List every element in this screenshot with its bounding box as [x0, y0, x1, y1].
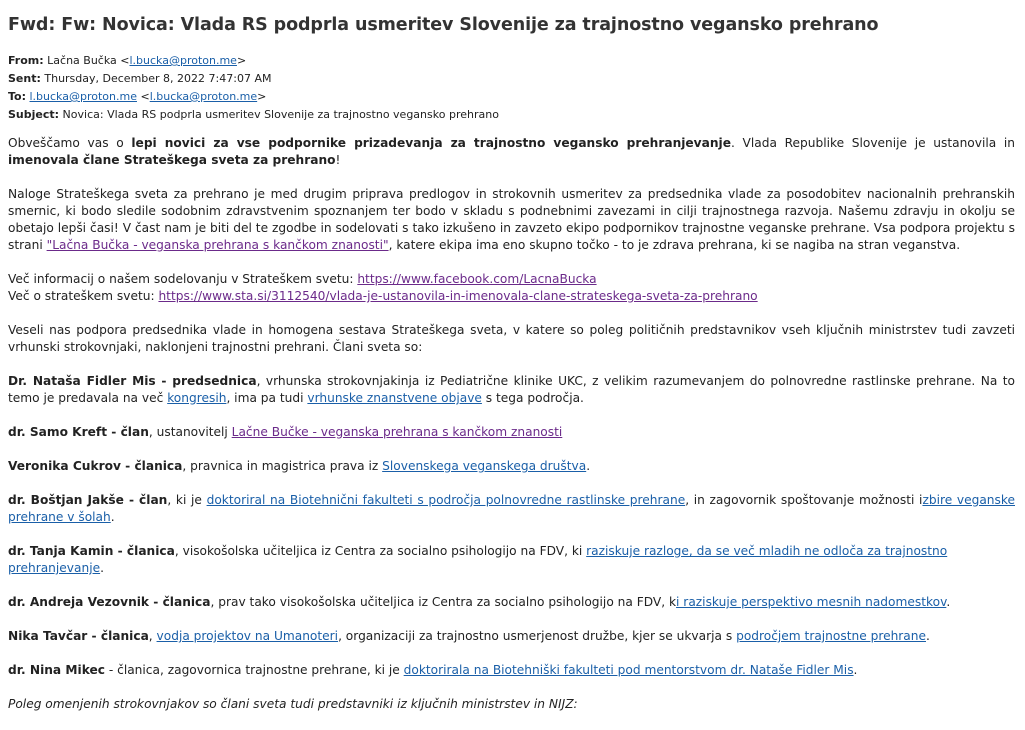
text: , ima pa tudi [226, 391, 308, 405]
publications-link[interactable]: vrhunske znanstvene objave [307, 391, 482, 405]
email-subject-title: Fwd: Fw: Novica: Vlada RS podprla usmeritev Slovenije za trajnostno vegansko prehrano [8, 15, 879, 35]
text: Obveščamo vas o [8, 136, 132, 150]
bold-text: imenovala člane Strateškega sveta za prehrano [8, 153, 336, 167]
member-8 [8, 662, 1015, 679]
doctorate-link[interactable]: doktoriral na Biotehnični fakulteti s področja polnovredne rastlinske prehrane [206, 493, 686, 507]
member-name: dr. Samo Kreft - član [8, 425, 149, 439]
paragraph-support: Veseli nas podpora predsednika vlade in homogena sestava Strateškega sveta, v katere so poleg političnih predstavnikov vseh ključnih ministrstev tudi zavzeti vrhunski strokovnjaki, naklonjeni trajnostni prehrani. Člani sveta so: [8, 323, 1015, 354]
member-name: dr. Andreja Vezovnik - članica [8, 595, 211, 609]
member-name: Dr. Nataša Fidler Mis - predsednica [8, 374, 257, 388]
text: Več o strateškem svetu: [8, 289, 159, 303]
from-row [8, 52, 1015, 70]
subject-value: Novica: Vlada RS podprla usmeritev Slovenije za trajnostno vegansko prehrano [62, 108, 499, 121]
text: , ustanovitelj [148, 425, 232, 439]
text: . [926, 629, 930, 643]
doctorate-mentorship-link[interactable]: doktorirala na Biotehniški fakulteti pod mentorstvom dr. Nataše Fidler Mis [403, 663, 854, 677]
text: . [100, 561, 104, 575]
member-5 [8, 543, 1015, 577]
sent-label: Sent: [8, 72, 41, 85]
email-headers [8, 52, 1015, 124]
vegan-society-link[interactable]: Slovenskega veganskega društva [382, 459, 587, 473]
member-name: dr. Boštjan Jakše - član [8, 493, 168, 507]
member-4 [8, 492, 1015, 526]
email-reading-pane [0, 14, 1025, 713]
sustainable-food-link[interactable]: področjem trajnostne prehrane [736, 629, 926, 643]
text: . [946, 595, 951, 609]
bold-text: lepi novici za vse podpornike prizadevanja za trajnostno vegansko prehranjevanje [131, 136, 731, 150]
text: , prav tako visokošolska učiteljica iz Centra za socialno psihologijo na FDV, k [210, 595, 677, 609]
text: , katere ekipa ima eno skupno točko - to je zdrava prehrana, ki se nagiba na stran veganstva. [388, 238, 961, 252]
to-row [8, 88, 1015, 106]
text: , visokošolska učiteljica iz Centra za socialno psihologijo na FDV, ki [174, 544, 587, 558]
paragraph-intro [8, 135, 1015, 169]
from-label: From: [8, 54, 44, 67]
text: . [853, 663, 858, 677]
sta-link[interactable]: https://www.sta.si/3112540/vlada-je-ustanovila-in-imenovala-clane-strateskega-sveta-za-prehrano [158, 289, 758, 303]
from-email-link[interactable]: l.bucka@proton.me [129, 54, 237, 67]
lacna-bucka-link-2[interactable]: Lačne Bučke - veganska prehrana s kančkom znanosti [231, 425, 563, 439]
text: , [148, 629, 157, 643]
sent-row [8, 70, 1015, 88]
to-email-link-2[interactable]: l.bucka@proton.me [149, 90, 258, 103]
text: Več informacij o našem sodelovanju v Strateškem svetu: [8, 272, 358, 286]
paragraph-tasks [8, 186, 1015, 254]
member-name: Nika Tavčar - članica [8, 629, 149, 643]
text: , organizaciji za trajnostno usmerjenost družbe, kjer se ukvarja s [338, 629, 737, 643]
paragraph-ministries: Poleg omenjenih strokovnjakov so člani sveta tudi predstavniki iz ključnih ministrstev in NIJZ: [8, 697, 578, 711]
to-email-link[interactable]: l.bucka@proton.me [29, 90, 137, 103]
text: Naloge Strateškega sveta za prehrano je med drugim priprava predlogov in strokovnih usmeritev za predsednika vlade za posodobitev nacionalnih prehranskih smernic, ki bodo sledile sodobnim zdravstvenim spoznanjem ter bodo v skladu s podnebnimi zavezami in cilji trajnostnega razvoja. Našemu zdravju in okolju se obetajo lepši časi! V čast nam je biti del te zgodbe in sodelovati s tako izkušeno in zavzeto ekipo podpornikov trajnostne veganske prehrane. Vsa podpora projektu s strani [8, 187, 1015, 252]
subject-row [8, 106, 1015, 124]
paragraph-more-info [8, 271, 1015, 305]
from-name: Lačna Bučka < [47, 54, 130, 67]
research-reasons-link[interactable]: raziskuje razloge, da se več mladih ne odloča za trajnostno prehranjevanje [8, 544, 948, 575]
to-label: To: [8, 90, 26, 103]
text: - članica, zagovornica trajnostne prehrane, ki je [104, 663, 404, 677]
member-name: dr. Tanja Kamin - članica [8, 544, 175, 558]
member-3 [8, 458, 1015, 475]
from-end: > [236, 54, 247, 67]
to-end: > [257, 90, 267, 103]
text: ! [335, 153, 341, 167]
subject-label: Subject: [8, 108, 60, 121]
sent-value: Thursday, December 8, 2022 7:47:07 AM [44, 72, 272, 85]
meat-substitutes-link[interactable]: i raziskuje perspektivo mesnih nadomestkov [676, 595, 947, 609]
text: , in zagovornik spoštovanje možnosti i [685, 493, 923, 507]
text: s tega področja. [481, 391, 584, 405]
member-2 [8, 424, 1015, 441]
text: , vrhunska strokovnjakinja iz Pediatrične klinike UKC, z velikim razumevanjem do polnovredne rastlinske prehrane. Na to temo je predavala na več [8, 374, 1015, 405]
kongresih-link[interactable]: kongresih [167, 391, 227, 405]
school-vegan-choice-link[interactable]: zbire veganske prehrane v šolah [8, 493, 1015, 524]
member-name: Veronika Cukrov - članica [8, 459, 183, 473]
member-name: dr. Nina Mikec [8, 663, 105, 677]
member-1 [8, 373, 1015, 407]
text: . Vlada Republike Slovenije je ustanovila in [730, 136, 1015, 150]
email-body [8, 135, 1015, 713]
text: , ki je [167, 493, 207, 507]
text: . [110, 510, 115, 524]
text: . [586, 459, 591, 473]
to-mid: < [136, 90, 150, 103]
member-7 [8, 628, 1015, 645]
lacna-bucka-link[interactable]: "Lačna Bučka - veganska prehrana s kančkom znanosti" [46, 238, 389, 252]
umanotera-link[interactable]: vodja projektov na Umanoteri [156, 629, 339, 643]
member-6 [8, 594, 1015, 611]
text: , pravnica in magistrica prava iz [182, 459, 383, 473]
facebook-link[interactable]: https://www.facebook.com/LacnaBucka [357, 272, 597, 286]
